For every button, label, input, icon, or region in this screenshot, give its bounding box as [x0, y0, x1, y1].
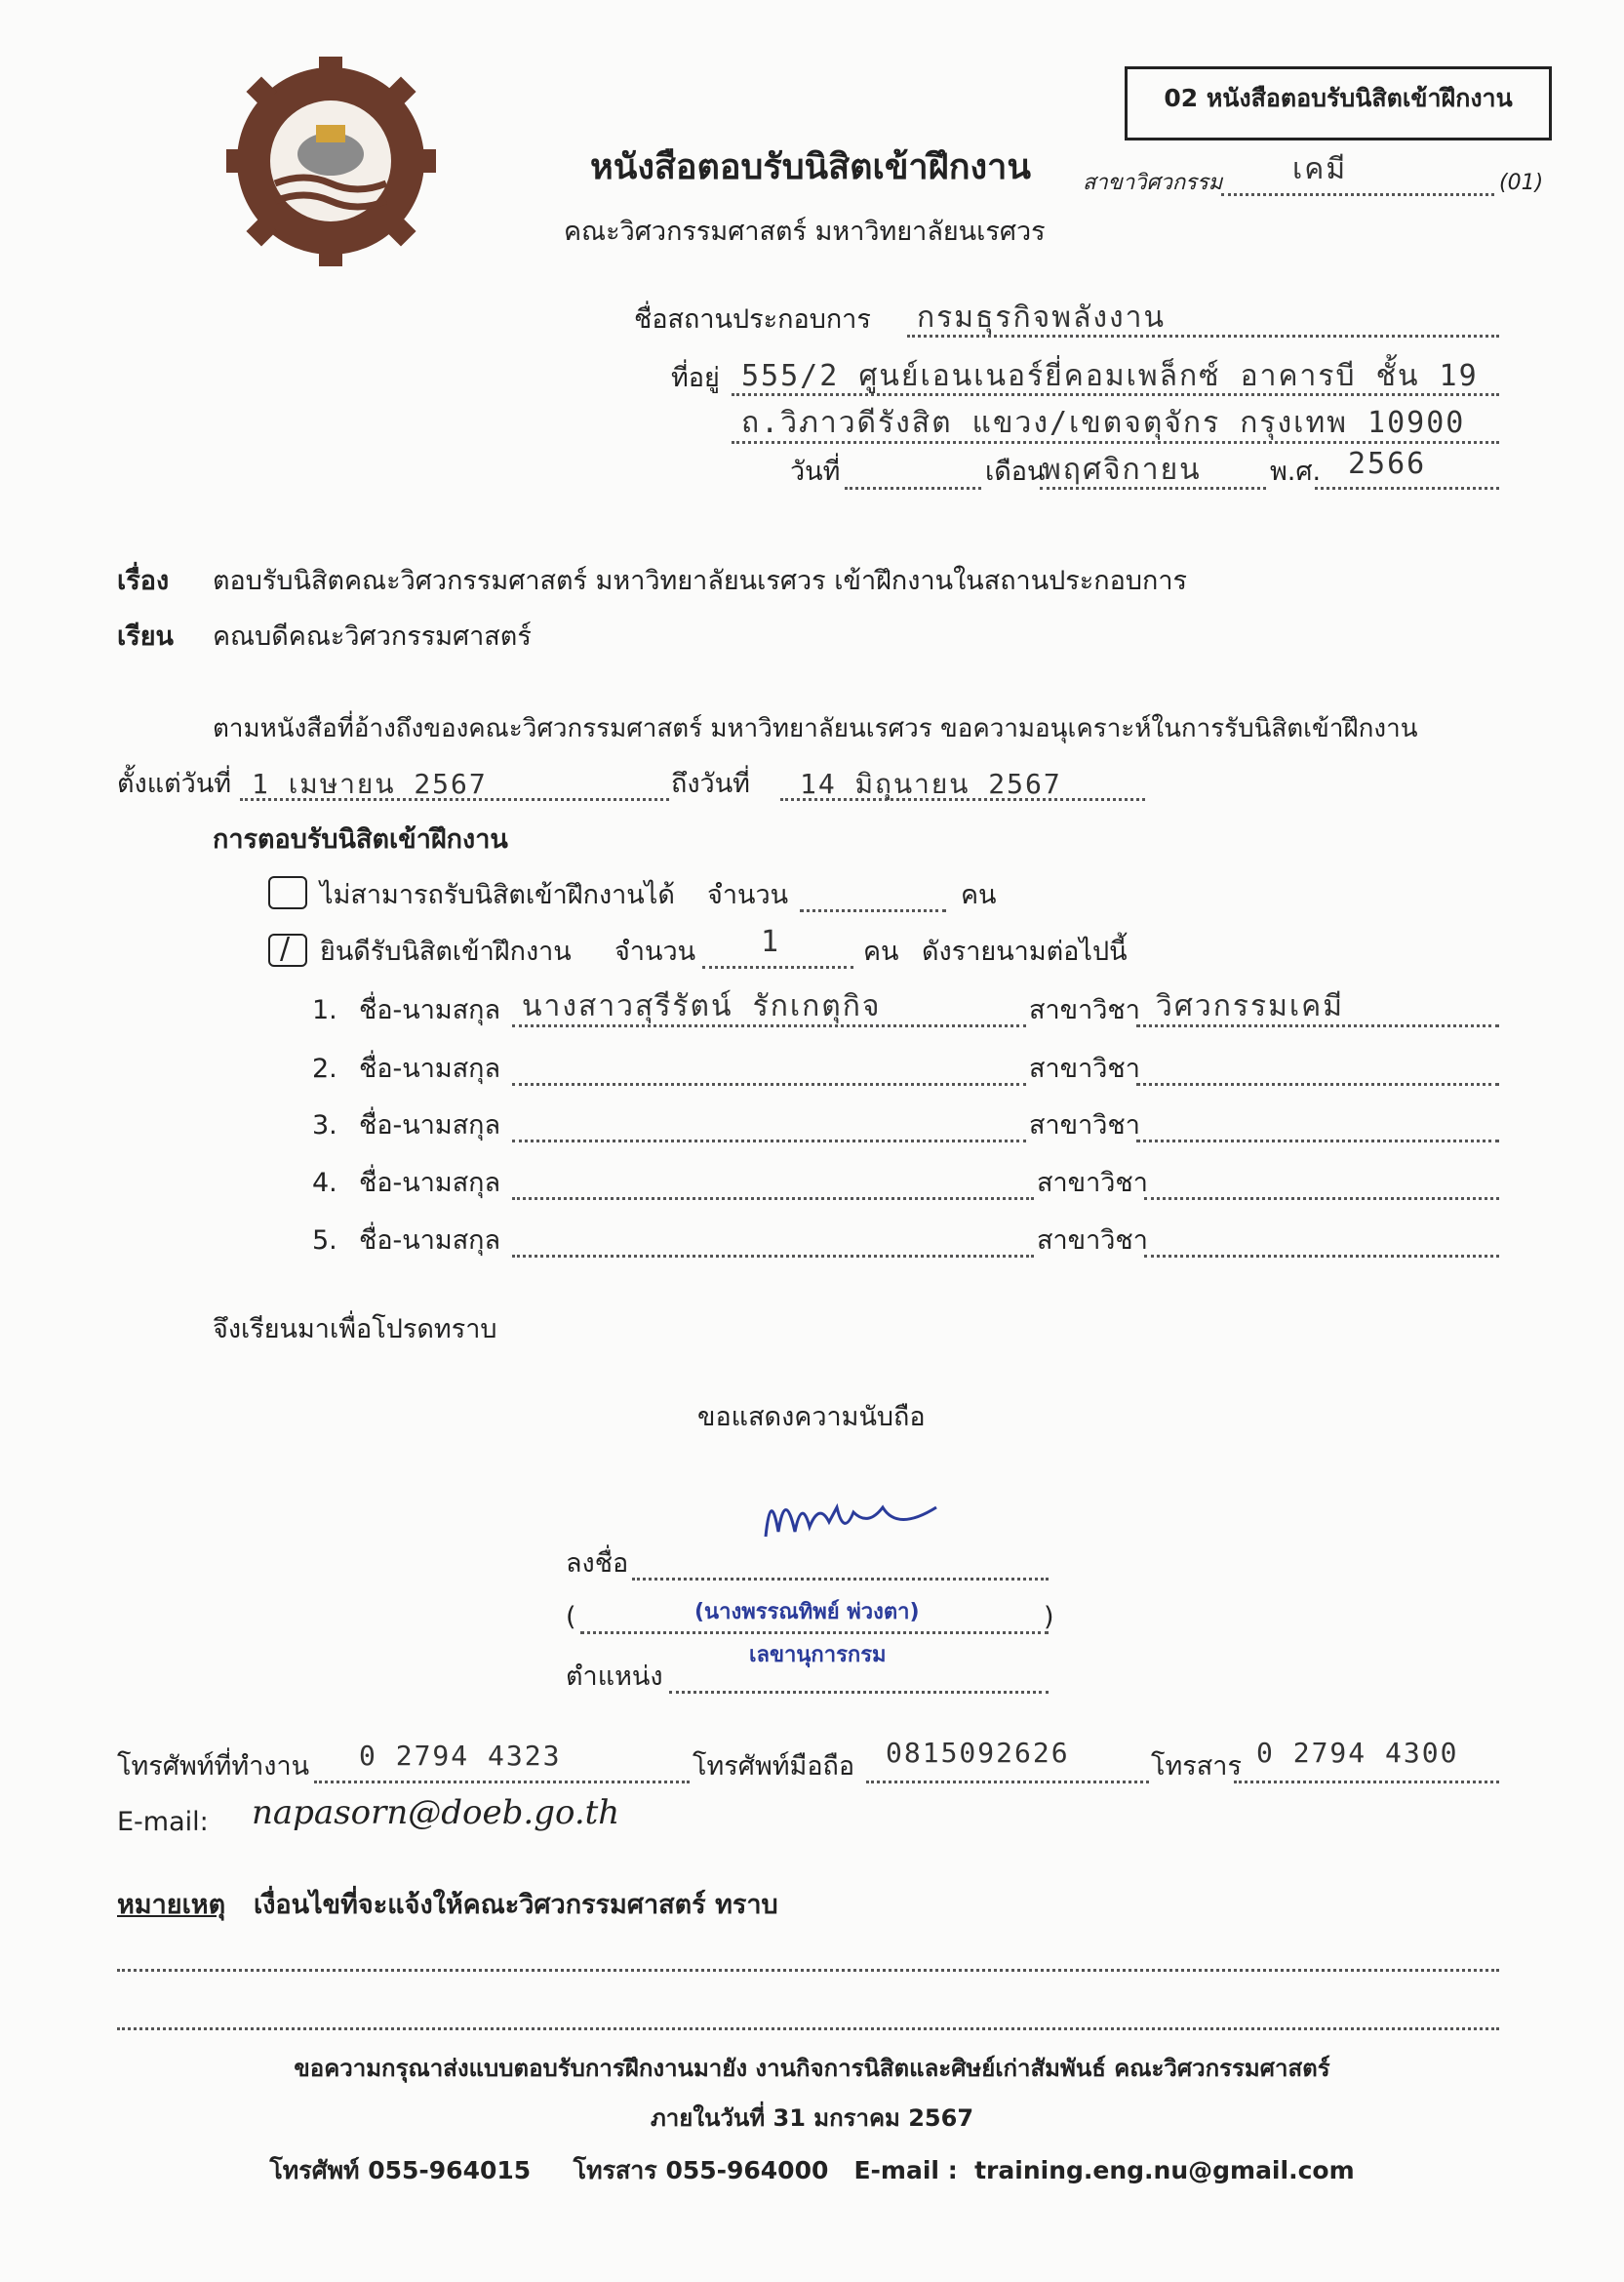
- student-major-label: สาขาวิชา: [1029, 995, 1140, 1025]
- student-major-label: สาขาวิชา: [1029, 1110, 1140, 1141]
- fax-value: 0 2794 4300: [1256, 1737, 1459, 1769]
- option-accept-count: 1: [761, 925, 781, 959]
- option-accept-unit: คน: [863, 937, 899, 967]
- year-value: 2566: [1348, 447, 1427, 481]
- footer-line-3: โทรศัพท์ 055-964015 โทรสาร 055-964000 E-mail : training.eng.nu@gmail.com: [269, 2156, 1355, 2184]
- address-line-1: 555/2 ศูนย์เอนเนอร์ยี่คอมเพล็กซ์ อาคารบี ชั้น 19: [741, 359, 1479, 393]
- footer-line-2: ภายในวันที่ 31 มกราคม 2567: [650, 2104, 974, 2132]
- student-name-value: นางสาวสุรีรัตน์ รักเกตุกิจ: [522, 989, 882, 1023]
- option-accept-label: ยินดีรับนิสิตเข้าฝึกงาน: [320, 937, 572, 967]
- fax-label: โทรสาร: [1151, 1751, 1242, 1782]
- dept-value: เคมี: [1292, 152, 1348, 186]
- document-title: หนังสือตอบรับนิสิตเข้าฝึกงาน: [590, 147, 1031, 187]
- student-num: 4.: [312, 1168, 337, 1198]
- email-value: napasorn@doeb.go.th: [252, 1793, 620, 1832]
- to-label: เรียน: [117, 621, 175, 652]
- gear-logo-icon: [226, 57, 436, 266]
- inform-text: จึงเรียนมาเพื่อโปรดทราบ: [213, 1314, 497, 1344]
- option-reject-unit: คน: [961, 880, 997, 910]
- mobile-phone-value: 0815092626: [886, 1737, 1070, 1769]
- student-num: 1.: [312, 995, 337, 1025]
- student-name-label: ชื่อ-นามสกุล: [359, 995, 501, 1025]
- remark-line-2: [117, 2027, 1499, 2030]
- office-phone-value: 0 2794 4323: [359, 1740, 562, 1772]
- student-major-label: สาขาวิชา: [1037, 1168, 1148, 1198]
- mobile-phone-label: โทรศัพท์มือถือ: [693, 1751, 855, 1782]
- remark-text: เงื่อนไขที่จะแจ้งให้คณะวิศวกรรมศาสตร์ ทราบ: [254, 1890, 778, 1920]
- student-num: 5.: [312, 1225, 337, 1256]
- faculty-logo: [226, 57, 436, 266]
- faculty-subtitle: คณะวิศวกรรมศาสตร์ มหาวิทยาลัยนเรศวร: [564, 217, 1046, 247]
- to-date-label: ถึงวันที่: [671, 769, 750, 799]
- signature-icon: [751, 1478, 946, 1556]
- remark-line-1: [117, 1969, 1499, 1972]
- student-major-label: สาขาวิชา: [1037, 1225, 1148, 1256]
- student-num: 2.: [312, 1054, 337, 1084]
- option-reject-count-label: จำนวน: [707, 880, 789, 910]
- year-label: พ.ศ.: [1270, 457, 1322, 487]
- office-phone-label: โทรศัพท์ที่ทำงาน: [117, 1751, 310, 1782]
- open-paren: (: [566, 1602, 576, 1632]
- student-name-label: ชื่อ-นามสกุล: [359, 1110, 501, 1141]
- org-name-label: ชื่อสถานประกอบการ: [634, 304, 871, 335]
- section-title: การตอบรับนิสิตเข้าฝึกงาน: [213, 824, 508, 855]
- student-major-value: วิศวกรรมเคมี: [1156, 989, 1344, 1023]
- regards-text: ขอแสดงความนับถือ: [697, 1402, 926, 1432]
- from-date-label: ตั้งแต่วันที่: [117, 769, 232, 799]
- to-date-value: 14 มิถุนายน 2567: [800, 768, 1062, 800]
- remark-label: หมายเหตุ: [117, 1890, 226, 1920]
- close-paren: ): [1044, 1602, 1054, 1632]
- student-name-label: ชื่อ-นามสกุล: [359, 1168, 501, 1198]
- org-name-value: กรมธุรกิจพลังงาน: [917, 300, 1167, 335]
- option-accept-checkmark: /: [280, 932, 291, 966]
- sign-label: ลงชื่อ: [566, 1548, 629, 1579]
- student-major-label: สาขาวิชา: [1029, 1054, 1140, 1084]
- signature: [751, 1478, 946, 1556]
- form-code: 02 หนังสือตอบรับนิสิตเข้าฝึกงาน: [1164, 84, 1513, 112]
- student-name-label: ชื่อ-นามสกุล: [359, 1054, 501, 1084]
- from-date-value: 1 เมษายน 2567: [252, 768, 488, 800]
- month-value: พฤศจิกายน: [1042, 453, 1202, 487]
- position-label: ตำแหน่ง: [566, 1661, 663, 1692]
- subject-label: เรื่อง: [117, 566, 170, 596]
- student-name-label: ชื่อ-นามสกุล: [359, 1225, 501, 1256]
- option-accept-count-label: จำนวน: [614, 937, 696, 967]
- email-label: E-mail:: [117, 1807, 209, 1837]
- footer-line-1: ขอความกรุณาส่งแบบตอบรับการฝึกงานมายัง งานกิจการนิสิตและศิษย์เก่าสัมพันธ์ คณะวิศวกรรมศาสตร์: [294, 2055, 1330, 2082]
- signer-name: (นางพรรณทิพย์ พ่วงตา): [694, 1600, 920, 1624]
- subject-text: ตอบรับนิสิตคณะวิศวกรรมศาสตร์ มหาวิทยาลัยนเรศวร เข้าฝึกงานในสถานประกอบการ: [213, 566, 1188, 596]
- body-text: ตามหนังสือที่อ้างถึงของคณะวิศวกรรมศาสตร์ มหาวิทยาลัยนเรศวร ขอความอนุเคราะห์ในการรับนิสิตเข้าฝึกงาน: [213, 714, 1418, 743]
- dept-code: (01): [1499, 171, 1544, 195]
- month-label: เดือน: [985, 457, 1046, 487]
- dept-label: สาขาวิศวกรรม: [1083, 171, 1223, 195]
- address-line-2: ถ.วิภาวดีรังสิต แขวง/เขตจตุจักร กรุงเทพ 10900: [741, 406, 1466, 440]
- to-text: คณบดีคณะวิศวกรรมศาสตร์: [213, 621, 532, 652]
- option-accept-suffix: ดังรายนามต่อไปนี้: [922, 937, 1128, 967]
- date-label: วันที่: [790, 457, 841, 487]
- option-reject-label: ไม่สามารถรับนิสิตเข้าฝึกงานได้: [320, 880, 675, 910]
- option-reject-checkbox[interactable]: [268, 876, 307, 909]
- position-value: เลขานุการกรม: [749, 1643, 887, 1667]
- student-num: 3.: [312, 1110, 337, 1141]
- address-label: ที่อยู่: [671, 363, 720, 393]
